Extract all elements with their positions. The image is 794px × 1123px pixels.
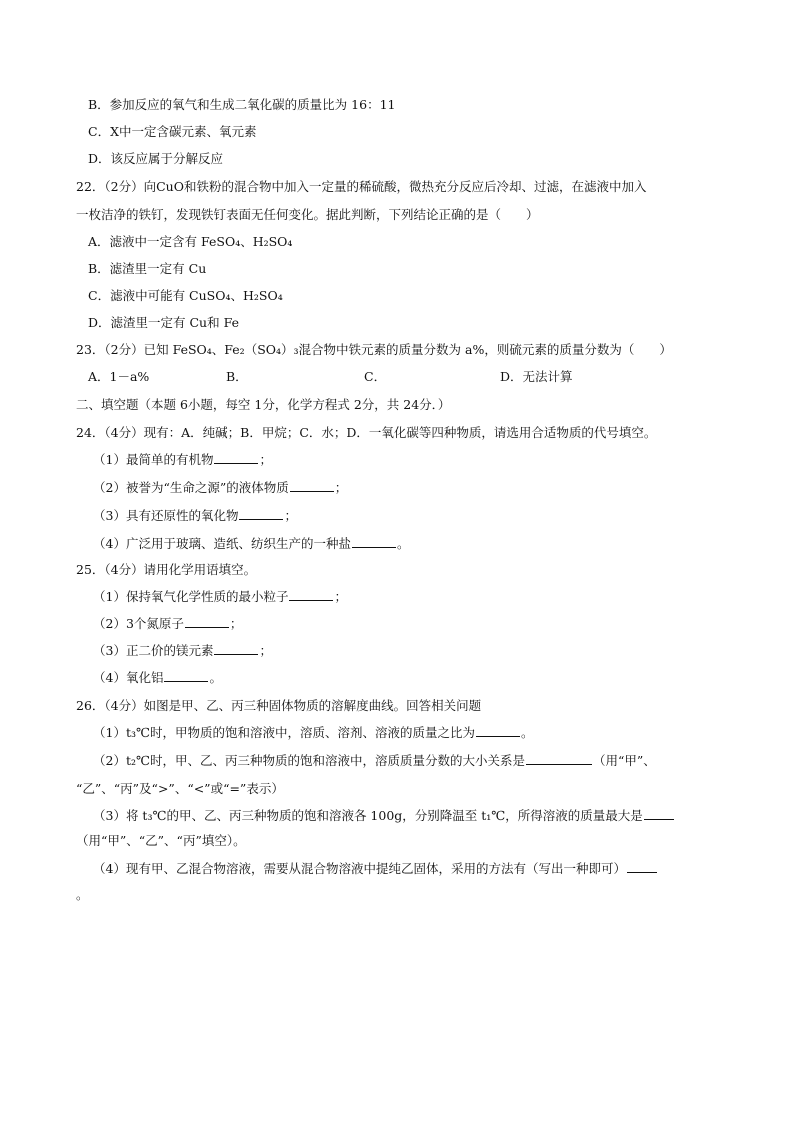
q26-part-1: （1）t₃℃时，甲物质的饱和溶液中，溶质、溶剂、溶液的质量之比为 。 — [93, 725, 534, 740]
answer-blank[interactable] — [526, 752, 592, 765]
q26-part-4-cont: 。 — [76, 887, 89, 902]
q26-part-2-cont: “乙”、“丙”及“>”、“<”或“=”表示） — [76, 781, 284, 796]
q26-part-4: （4）现有甲、乙混合物溶液，需要从混合物溶液中提纯乙固体，采用的方法有（写出一种即可） — [93, 860, 658, 878]
q25-item-1: （1）保持氧气化学性质的最小粒子 ； — [93, 589, 347, 604]
answer-blank[interactable] — [644, 807, 674, 820]
q24-stem: 24．（4分）现有：A．纯碱；B．甲烷；C．水；D．一氧化碳等四种物质，请选用合适物质的代号填空。 — [76, 425, 657, 440]
q21-option-d: D．该反应属于分解反应 — [88, 151, 224, 166]
answer-blank[interactable] — [239, 507, 283, 520]
q22-stem-line1: 22．（2分）向CuO和铁粉的混合物中加入一定量的稀硫酸，微热充分反应后冷却、过滤，在滤液中加入 — [76, 179, 647, 194]
q23-option-a: A．1－a% — [88, 369, 150, 384]
q23-option-c: C． — [364, 369, 387, 384]
answer-blank[interactable] — [164, 669, 208, 682]
q22-option-c: C．滤液中可能有 CuSO₄、H₂SO₄ — [88, 288, 283, 303]
answer-blank[interactable] — [476, 724, 520, 737]
q25-item-3: （3）正二价的镁元素 ； — [93, 643, 272, 658]
q26-stem: 26．（4分）如图是甲、乙、丙三种固体物质的溶解度曲线。回答相关问题 — [76, 698, 482, 713]
answer-blank[interactable] — [214, 451, 258, 464]
answer-blank[interactable] — [214, 642, 258, 655]
q24-item-3: （3）具有还原性的氧化物 ； — [93, 508, 297, 523]
q25-item-2: （2）3个氮原子 ； — [93, 616, 243, 631]
answer-blank[interactable] — [289, 588, 333, 601]
q23-option-d: D．无法计算 — [500, 369, 573, 384]
answer-blank[interactable] — [352, 535, 396, 548]
q25-stem: 25．（4分）请用化学用语填空。 — [76, 562, 257, 577]
q26-part-3: （3）将 t₃℃的甲、乙、丙三种物质的饱和溶液各 100g，分别降温至 t₁℃，所得溶液的质量最大是 — [93, 807, 675, 825]
answer-blank[interactable] — [290, 479, 334, 492]
q21-option-c: C．X中一定含碳元素、氧元素 — [88, 124, 257, 139]
q24-item-1: （1）最简单的有机物 ； — [93, 452, 272, 467]
q25-item-4: （4）氧化铝 。 — [93, 670, 222, 685]
answer-blank[interactable] — [627, 860, 657, 873]
q21-option-b: B．参加反应的氧气和生成二氧化碳的质量比为 16：11 — [88, 97, 396, 112]
answer-blank[interactable] — [185, 615, 229, 628]
q26-part-2: （2）t₂℃时，甲、乙、丙三种物质的饱和溶液中，溶质质量分数的大小关系是 （用“甲”、 — [93, 753, 656, 768]
q22-option-a: A．滤液中一定含有 FeSO₄、H₂SO₄ — [88, 234, 293, 249]
q24-item-2: （2）被誉为“生命之源”的液体物质 ； — [93, 480, 348, 495]
section-heading: 二、填空题（本题 6小题，每空 1分，化学方程式 2分，共 24分．） — [76, 397, 451, 412]
q26-part-3-cont: （用“甲”、“乙”、“丙”填空）。 — [76, 833, 246, 848]
q24-item-4: （4）广泛用于玻璃、造纸、纺织生产的一种盐 。 — [93, 536, 410, 551]
q23-option-b: B． — [226, 369, 248, 384]
q22-option-d: D．滤渣里一定有 Cu和 Fe — [88, 315, 239, 330]
q23-stem: 23．（2分）已知 FeSO₄、Fe₂（SO₄）₃混合物中铁元素的质量分数为 a%，则硫元素的质量分数为（ ） — [76, 342, 672, 357]
q22-stem-line2: 一枚洁净的铁钉，发现铁钉表面无任何变化。据此判断，下列结论正确的是（ ） — [76, 207, 539, 222]
q22-option-b: B．滤渣里一定有 Cu — [88, 261, 207, 276]
